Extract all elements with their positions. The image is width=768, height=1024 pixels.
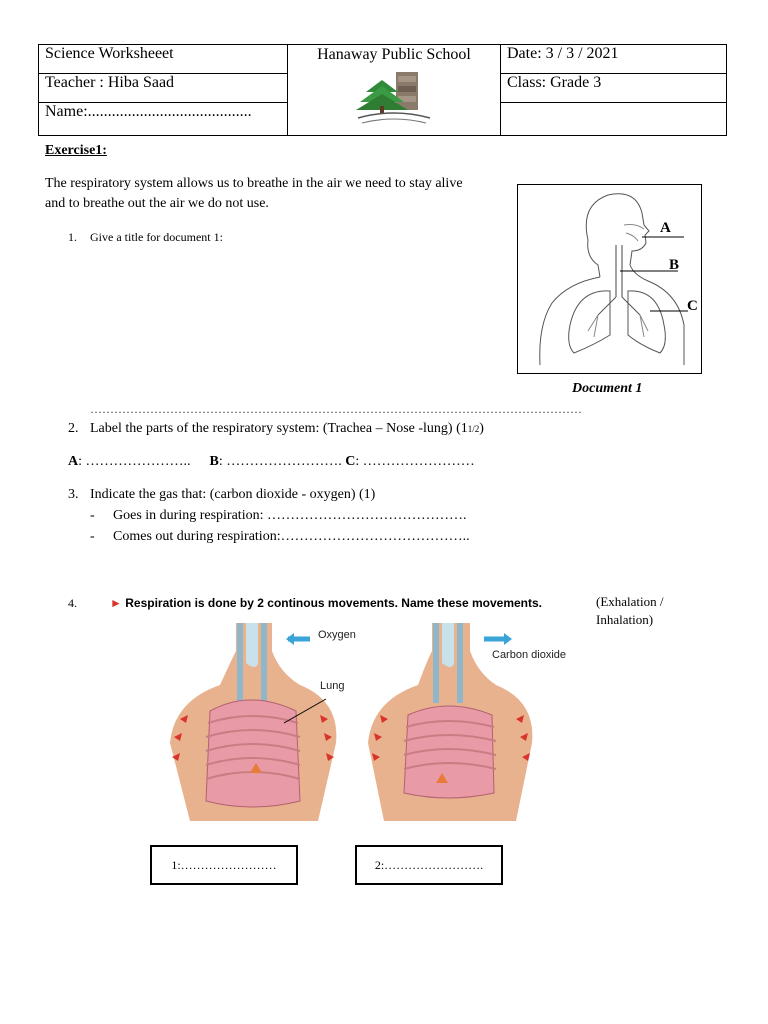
class-field: Class: Grade 3 xyxy=(501,74,727,103)
q3-item1[interactable]: Goes in during respiration: ……………………………………. xyxy=(113,508,467,523)
date-field: Date: 3 / 3 / 2021 xyxy=(501,45,727,74)
inhalation-image xyxy=(160,623,370,821)
inhalation-torso-illustration xyxy=(160,623,370,821)
q4-question xyxy=(110,596,542,610)
intro-line-1: The respiratory system allows us to breathe in the air we need to stay alive xyxy=(45,176,463,191)
q4-hint-line-2: Inhalation) xyxy=(596,612,654,627)
q2-a-label: A xyxy=(68,454,79,469)
q4-text: Respiration is done by 2 continous movements. Name these movements. xyxy=(125,596,543,610)
red-triangle-bullet-icon: ► xyxy=(110,596,122,610)
q4-hint-line-1: (Exhalation / xyxy=(596,594,664,609)
q2-text: Label the parts of the respiratory system: (Trachea – Nose -lung) (1 xyxy=(90,421,468,436)
respiratory-system-drawing xyxy=(518,185,701,373)
q3-item2-bullet: - xyxy=(90,529,95,544)
carbon-dioxide-label: Carbon dioxide xyxy=(492,649,566,661)
q2-answers xyxy=(68,454,475,470)
answer-box-1[interactable]: 1:…………………… xyxy=(150,845,298,885)
q2-b-label: B xyxy=(209,454,219,469)
answer-box-2[interactable]: 2:……………………. xyxy=(355,845,503,885)
q1-number: 1. xyxy=(68,230,77,244)
q2-fraction: 1/2 xyxy=(467,424,480,434)
school-cell xyxy=(288,45,501,136)
q4-number: 4. xyxy=(68,596,77,610)
q1-answer-line[interactable]: …………………………………………………………………………………………………………… xyxy=(90,402,582,416)
q2-close: ) xyxy=(479,421,484,436)
worksheet-title: Science Worksheeet xyxy=(39,45,288,74)
intro-line-2: and to breathe out the air we do not use. xyxy=(45,196,269,211)
q3-item2[interactable]: Comes out during respiration:………………………………….. xyxy=(113,529,470,544)
exhalation-image xyxy=(360,623,575,821)
q2-a-dots[interactable]: : ………………….. xyxy=(78,454,191,469)
q2-question xyxy=(90,421,484,437)
q2-c-dots[interactable]: : …………………… xyxy=(355,454,475,469)
oxygen-label: Oxygen xyxy=(318,629,356,641)
teacher-field: Teacher : Hiba Saad xyxy=(39,74,288,103)
school-name: Hanaway Public School xyxy=(317,46,471,63)
document-caption: Document 1 xyxy=(572,381,643,396)
q3-number: 3. xyxy=(68,487,79,502)
empty-cell xyxy=(501,103,727,136)
q2-number: 2. xyxy=(68,421,79,436)
q2-b-dots[interactable]: : ……………………. xyxy=(218,454,346,469)
document-1-diagram xyxy=(517,184,702,374)
q1-text: Give a title for document 1: xyxy=(90,230,223,244)
q2-c-label: C xyxy=(345,454,356,469)
exercise-title: Exercise1: xyxy=(45,143,107,158)
name-field[interactable]: Name:......................................... xyxy=(39,103,288,136)
header-table xyxy=(38,44,727,136)
school-logo-tree-icon xyxy=(352,68,436,128)
diagram-label-a: A xyxy=(660,220,671,236)
q3-text: Indicate the gas that: (carbon dioxide - oxygen) (1) xyxy=(90,487,376,502)
q3-item1-bullet: - xyxy=(90,508,95,523)
diagram-label-b: B xyxy=(669,257,680,273)
lung-label: Lung xyxy=(320,680,345,692)
diagram-label-c: C xyxy=(687,298,698,314)
